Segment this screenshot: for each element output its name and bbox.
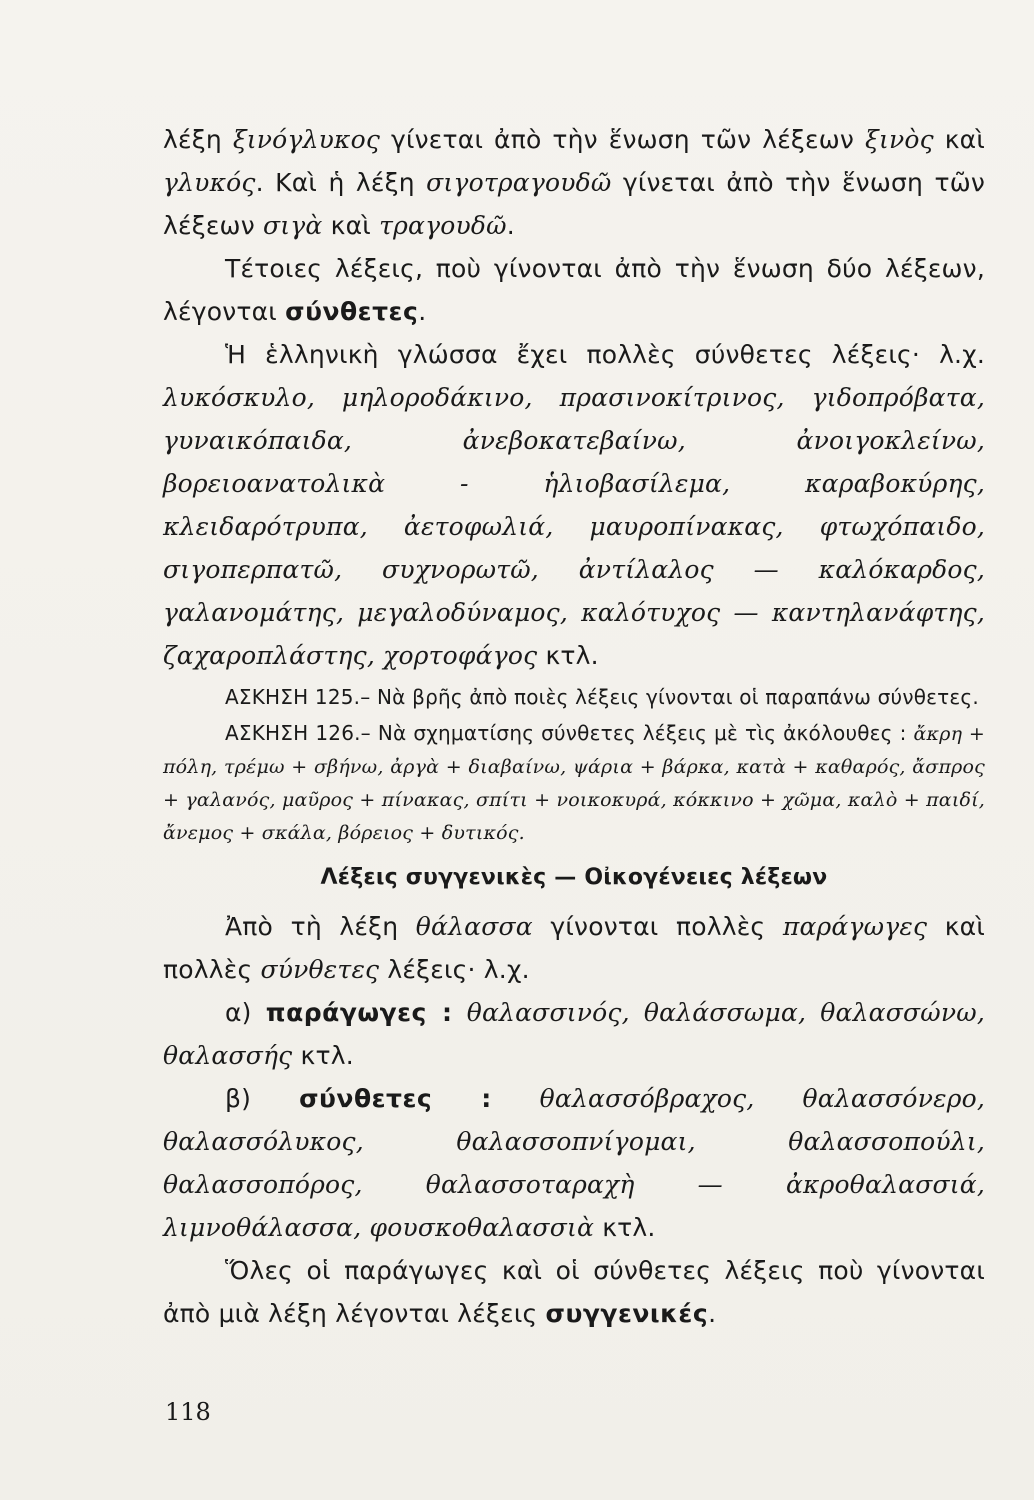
example-word: τραγουδῶ bbox=[379, 211, 507, 240]
text-run: . Καὶ ἡ λέξη bbox=[255, 168, 427, 197]
text-run: καὶ πολλὲς bbox=[163, 912, 985, 984]
text-run: β) bbox=[225, 1084, 300, 1113]
example-word: παράγωγες bbox=[782, 912, 928, 941]
exercise-label: ΑΣΚΗΣΗ 125.– bbox=[225, 685, 377, 709]
text-run: Ὅλες οἱ παράγωγες καὶ οἱ σύνθετες λέξεις ποὺ γίνονται ἀπὸ μιὰ λέξη λέγονται λέξεις bbox=[163, 1256, 985, 1328]
example-word: θάλασσα bbox=[415, 912, 533, 941]
text-run: κτλ. bbox=[537, 641, 599, 670]
example-word: σιγοτραγουδῶ bbox=[426, 168, 612, 197]
paragraph-compound-examples bbox=[163, 118, 985, 247]
text-run: λέξεις· λ.χ. bbox=[379, 955, 530, 984]
exercise-text: Νὰ σχηματίσης σύνθετες λέξεις μὲ τὶς ἀκόλουθες : bbox=[377, 721, 914, 745]
example-word: σιγὰ bbox=[263, 211, 323, 240]
section-heading: Λέξεις συγγενικὲς — Οἰκογένειες λέξεων bbox=[320, 865, 828, 890]
text-run: . bbox=[418, 297, 427, 326]
text-run: λέξη bbox=[163, 125, 233, 154]
text-run: . bbox=[506, 211, 515, 240]
paragraph-definition bbox=[163, 247, 985, 333]
paragraph-conclusion bbox=[163, 1249, 985, 1335]
exercise-126 bbox=[163, 717, 985, 849]
text-run: γίνεται ἀπὸ τὴν ἕνωση τῶν λέξεων bbox=[163, 168, 985, 240]
text-run: Ἡ ἑλληνικὴ γλώσσα ἔχει πολλὲς σύνθετες λέξεις· λ.χ. bbox=[225, 340, 985, 369]
term-bold: παράγωγες : bbox=[265, 998, 453, 1027]
example-word: ξινὸς bbox=[864, 125, 934, 154]
text-run: γίνεται ἀπὸ τὴν ἕνωση τῶν λέξεων bbox=[380, 125, 865, 154]
example-word: ξινόγλυκος bbox=[232, 125, 381, 154]
paragraph-derivatives bbox=[163, 991, 985, 1077]
paragraph-compound-list bbox=[163, 333, 985, 677]
text-run: Ἀπὸ τὴ λέξη bbox=[225, 912, 416, 941]
exercise-125 bbox=[163, 681, 985, 713]
text-run: καὶ bbox=[933, 125, 985, 154]
exercise-word-pairs: ἄκρη + πόλη, τρέμω + σβήνω, ἀργὰ + διαβαίνω, ψάρια + βάρκα, κατὰ + καθαρός, ἄσπρος + γαλανός, μαῦρος + πίνακας, σπίτι + νοικοκυρά, κόκκινο + χῶμα, καλὸ + παιδί, ἄνεμος + σκάλα, βόρειος + δυτικός. bbox=[163, 723, 985, 844]
term-bold: σύνθετες : bbox=[299, 1084, 492, 1113]
text-run: α) bbox=[225, 998, 266, 1027]
compound-word-list: θαλασσόβραχος, θαλασσόνερο, θαλασσόλυκος, θαλασσοπνίγομαι, θαλασσοπούλι, θαλασσοπόρος, θαλασσοταραχὴ — ἀκροθαλασσιά, λιμνοθάλασσα, φουσκοθαλασσιὰ bbox=[163, 1084, 985, 1242]
term-bold: σύνθετες bbox=[285, 297, 419, 326]
text-run: . bbox=[708, 1299, 717, 1328]
paragraph-compounds bbox=[163, 1077, 985, 1249]
page-number: 118 bbox=[165, 1398, 211, 1426]
text-run: γίνονται πολλὲς bbox=[532, 912, 783, 941]
exercise-text: Νὰ βρῆς ἀπὸ ποιὲς λέξεις γίνονται οἱ παραπάνω σύνθετες. bbox=[377, 685, 979, 709]
example-word: σύνθετες bbox=[260, 955, 380, 984]
derivative-word-list: θαλασσινός, θαλάσσωμα, θαλασσώνω, θαλασσής bbox=[163, 998, 985, 1070]
paragraph-family-intro bbox=[163, 905, 985, 991]
text-run: καὶ bbox=[322, 211, 380, 240]
compound-word-list: λυκόσκυλο, μηλοροδάκινο, πρασινοκίτρινος, γιδοπρόβατα, γυναικόπαιδα, ἀνεβοκατεβαίνω, ἀνοιγοκλείνω, βορειοανατολικὰ - ἡλιοβασίλεμα, καραβοκύρης, κλειδαρότρυπα, ἀετοφωλιά, μαυροπίνακας, φτωχόπαιδο, σιγοπερπατῶ, συχνορωτῶ, ἀντίλαλος — καλόκαρδος, γαλανομάτης, μεγαλοδύναμος, καλότυχος — καντηλανάφτης, ζαχαροπλάστης, χορτοφάγος bbox=[163, 383, 985, 670]
text-run: κτλ. bbox=[594, 1213, 656, 1242]
exercise-label: ΑΣΚΗΣΗ 126.– bbox=[225, 721, 378, 745]
example-word: γλυκός bbox=[163, 168, 256, 197]
text-run: Τέτοιες λέξεις, ποὺ γίνονται ἀπὸ τὴν ἕνωση δύο λέξεων, λέγονται bbox=[163, 254, 985, 326]
page-body bbox=[163, 118, 985, 1335]
text-run: κτλ. bbox=[292, 1041, 354, 1070]
term-bold: συγγενικές bbox=[545, 1299, 709, 1328]
